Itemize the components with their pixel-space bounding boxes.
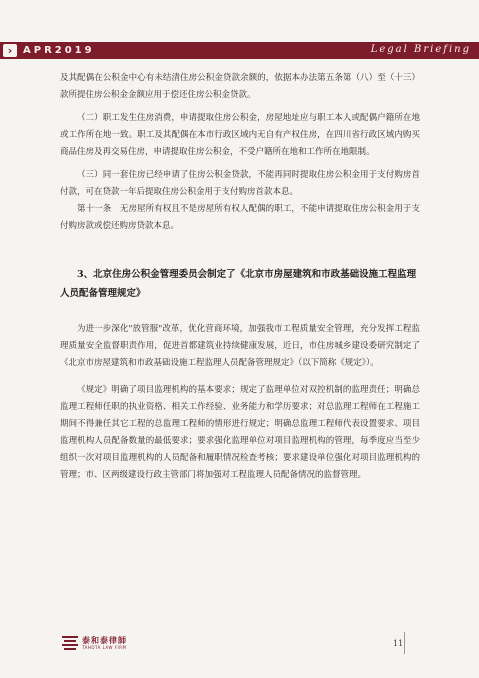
firm-name-cn: 泰和泰律師: [82, 635, 127, 645]
firm-logo-icon: [62, 636, 78, 650]
firm-name-en: TAHOTA LAW FIRM: [82, 645, 127, 650]
page-number: 11: [393, 639, 404, 648]
header-left: [3, 43, 95, 58]
paragraph-intro: 为进一步深化"放管服"改革，优化营商环境，加强我市工程质量安全管理，充分发挥工程监理质量安全监督职责作用，促进首都建筑业持续健康发展，近日，市住房城乡建设委研究制定了《北京市房屋建筑和市政基础设施工程监理人员配备管理规定》（以下简称《规定》）。: [60, 324, 420, 368]
paragraph-article-11: 第十一条 无房屋所有权且不是房屋所有权人配偶的职工，不能申请提取住房公积金用于支付购房款或偿还购房贷款本息。: [60, 204, 420, 231]
paragraph-regulation-summary: 《规定》明确了项目监理机构的基本要求；规定了监理单位对双控机制的监理责任；明确总监理工程师任职的执业资格、相关工作经验、业务能力和学历要求；对总监理工程师在工程施工期间不得兼任其它工程的总监理工程师的情形进行规定；明确总监理工程师代表设置要求、项目监理机构人员配备数量的最低要求；要求强化监理单位对项目监理机构的管理，每季度应当至少组织一次对项目监理机构的人员配备和履职情况检查考核；要求建设单位强化对项目监理机构的管理；市、区两级建设行政主管部门将加强对工程监理人员配备情况的监督管理。: [60, 385, 420, 480]
issue-date: APR2019: [23, 45, 95, 56]
paragraph-1: 及其配偶在公积金中心有未结清住房公积金贷款余额的，依据本办法第五条第（八）至（十三）款所提住房公积金金额应用于偿还住房公积金贷款。: [60, 73, 420, 100]
article-body: [60, 70, 420, 484]
publication-title: Legal Briefing: [370, 44, 471, 55]
footer-divider: [404, 632, 405, 654]
paragraph-2: （二）职工发生住房消费，申请提取住房公积金，房屋地址应与职工本人或配偶户籍所在地或工作所在地一致。职工及其配偶在本市行政区域内无自有产权住房，在四川省行政区域内购买商品住房及再交易住房，申请提取住房公积金，不受户籍所在地和工作所在地限制。: [60, 113, 420, 157]
paragraph-3: （三）同一套住房已经申请了住房公积金贷款，不能再同时提取住房公积金用于支付购房首付款，可在贷款一年后提取住房公积金用于支付购房首款本息。: [60, 170, 420, 197]
firm-logo-text: [82, 636, 127, 650]
section-title: 3、北京住房公积金管理委员会制定了《北京市房屋建筑和市政基础设施工程监理人员配备管理规定》: [60, 269, 417, 299]
header-bar: [0, 42, 479, 59]
firm-logo: [62, 636, 127, 650]
chevron-right-icon: ›: [3, 44, 17, 57]
